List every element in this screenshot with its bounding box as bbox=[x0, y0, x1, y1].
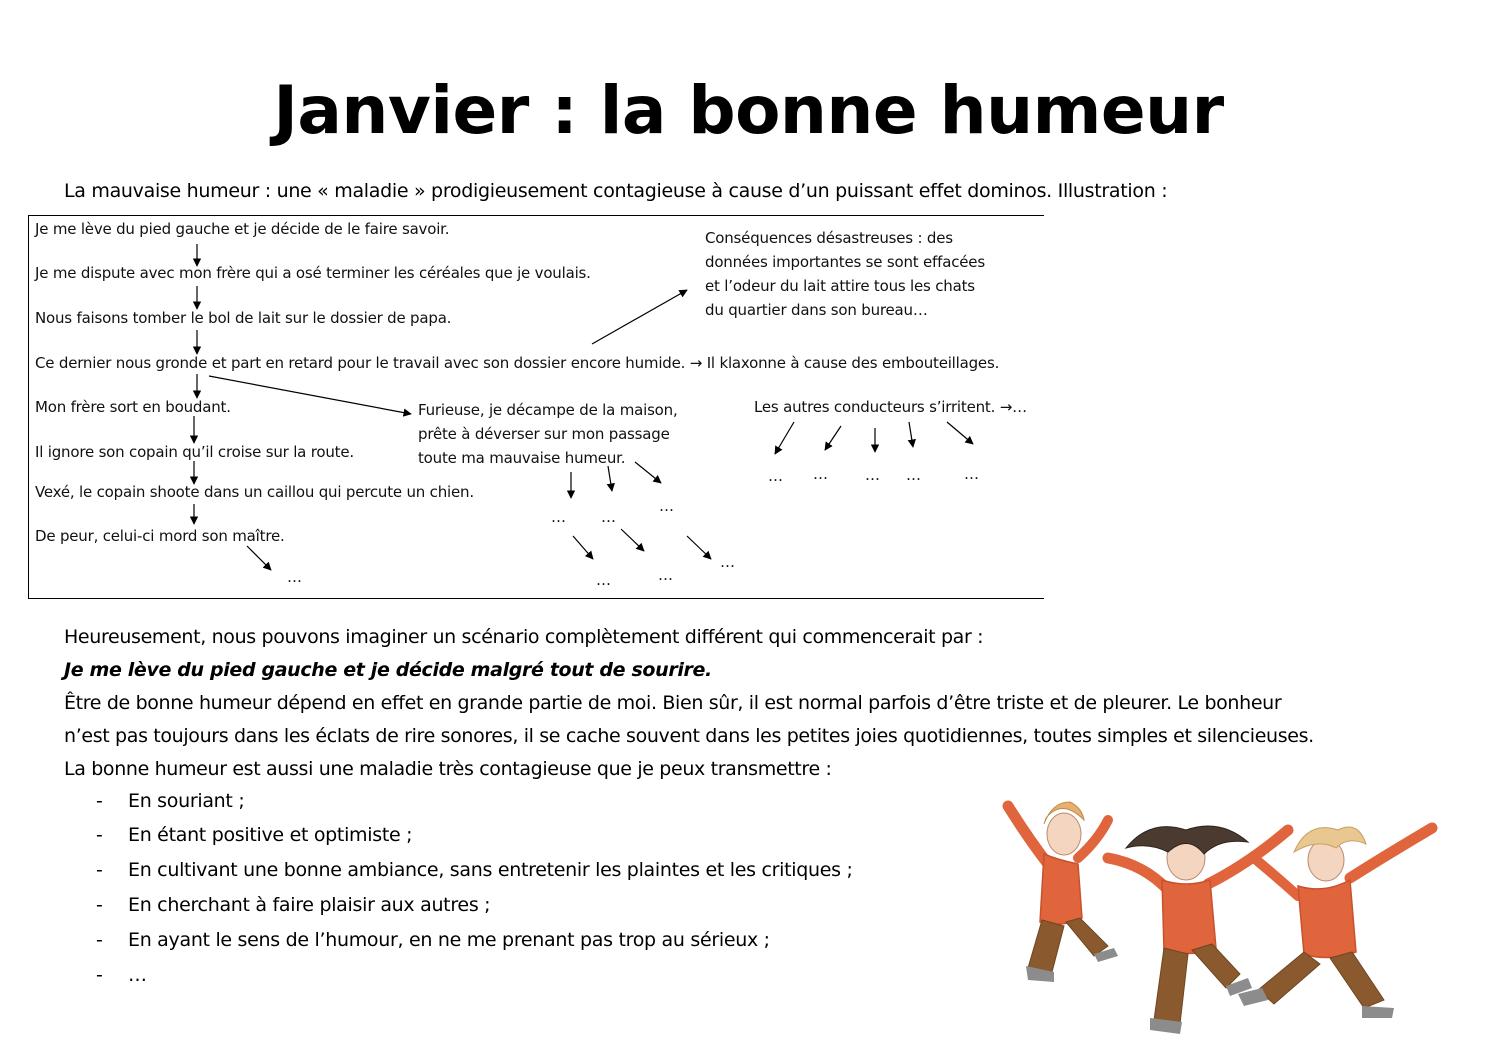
list-bullet: - bbox=[96, 894, 103, 916]
jumping-girls-illustration bbox=[958, 768, 1448, 1048]
chain-step-4: Ce dernier nous gronde et part en retard pour le travail avec son dossier encore humide. → Il klaxonne à cause des embouteillages. bbox=[35, 354, 1000, 372]
ellipsis: … bbox=[659, 497, 674, 515]
list-bullet: - bbox=[96, 929, 103, 951]
ellipsis: … bbox=[551, 508, 566, 526]
girl-right bbox=[1238, 827, 1432, 1018]
furious-line: prête à déverser sur mon passage bbox=[418, 425, 670, 443]
consequences-line: du quartier dans son bureau… bbox=[705, 301, 928, 319]
consequences-line: et l’odeur du lait attire tous les chats bbox=[705, 277, 975, 295]
arrow-drivers-1 bbox=[775, 422, 794, 454]
arrow-furious-6 bbox=[687, 536, 711, 559]
paragraph-2: Être de bonne humeur dépend en effet en grande partie de moi. Bien sûr, il est normal parfois d’être triste et de pleurer. Le bonheur bbox=[64, 692, 1282, 714]
ellipsis: … bbox=[287, 568, 302, 586]
consequences-text bbox=[705, 226, 985, 322]
arrow-consequences bbox=[592, 290, 687, 344]
list-item: En cherchant à faire plaisir aux autres ; bbox=[128, 894, 491, 916]
opening-sentence: Je me lève du pied gauche et je décide malgré tout de sourire. bbox=[64, 659, 712, 681]
arrow-furious bbox=[209, 376, 411, 414]
arrow-furious-5 bbox=[621, 529, 644, 551]
girl-center bbox=[1108, 826, 1288, 1034]
list-bullet: - bbox=[96, 790, 103, 812]
ellipsis: … bbox=[813, 465, 828, 483]
ellipsis: … bbox=[601, 508, 616, 526]
drivers-text: Les autres conducteurs s’irritent. →… bbox=[754, 398, 1027, 416]
chain-step-3: Nous faisons tomber le bol de lait sur le dossier de papa. bbox=[35, 309, 452, 327]
arrow-drivers-4 bbox=[909, 422, 913, 447]
arrow-drivers-2 bbox=[825, 426, 841, 450]
ellipsis: … bbox=[658, 566, 673, 584]
list-bullet: - bbox=[96, 859, 103, 881]
list-item: En étant positive et optimiste ; bbox=[128, 824, 413, 846]
furious-line: Furieuse, je décampe de la maison, bbox=[418, 401, 678, 419]
arrow-drivers-5 bbox=[947, 422, 973, 444]
consequences-line: Conséquences désastreuses : des bbox=[705, 229, 953, 247]
chain-step-1: Je me lève du pied gauche et je décide de le faire savoir. bbox=[35, 220, 450, 238]
chain-step-7: Vexé, le copain shoote dans un caillou qui percute un chien. bbox=[35, 483, 474, 501]
ellipsis: … bbox=[906, 466, 921, 484]
furious-text bbox=[418, 398, 678, 470]
chain-step-5: Mon frère sort en boudant. bbox=[35, 398, 231, 416]
ellipsis: … bbox=[596, 571, 611, 589]
paragraph-4: La bonne humeur est aussi une maladie très contagieuse que je peux transmettre : bbox=[64, 758, 832, 780]
chain-step-6: Il ignore son copain qu’il croise sur la route. bbox=[35, 443, 354, 461]
consequences-line: données importantes se sont effacées bbox=[705, 253, 985, 271]
ellipsis: … bbox=[720, 553, 735, 571]
paragraph-1: Heureusement, nous pouvons imaginer un scénario complètement différent qui commencerait par : bbox=[64, 626, 984, 648]
domino-diagram bbox=[28, 215, 1044, 599]
list-item: … bbox=[128, 964, 147, 986]
arrow-bite bbox=[247, 546, 271, 570]
list-bullet: - bbox=[96, 824, 103, 846]
chain-step-8: De peur, celui-ci mord son maître. bbox=[35, 527, 285, 545]
intro-text: La mauvaise humeur : une « maladie » prodigieusement contagieuse à cause d’un puissant effet dominos. Illustration : bbox=[64, 180, 1168, 202]
arrow-furious-4 bbox=[573, 536, 593, 559]
list-item: En souriant ; bbox=[128, 790, 245, 812]
list-item: En cultivant une bonne ambiance, sans entretenir les plaintes et les critiques ; bbox=[128, 859, 853, 881]
paragraph-3: n’est pas toujours dans les éclats de rire sonores, il se cache souvent dans les petites joies quotidiennes, toutes simples et silencieuses. bbox=[64, 725, 1314, 747]
list-item: En ayant le sens de l’humour, en ne me prenant pas trop au sérieux ; bbox=[128, 929, 770, 951]
ellipsis: … bbox=[964, 465, 979, 483]
ellipsis: … bbox=[865, 466, 880, 484]
list-bullet: - bbox=[96, 964, 103, 986]
furious-line: toute ma mauvaise humeur. bbox=[418, 449, 626, 467]
page-title: Janvier : la bonne humeur bbox=[273, 72, 1224, 149]
chain-step-2: Je me dispute avec mon frère qui a osé terminer les céréales que je voulais. bbox=[35, 264, 591, 282]
girl-left bbox=[1008, 802, 1118, 982]
ellipsis: … bbox=[768, 467, 783, 485]
